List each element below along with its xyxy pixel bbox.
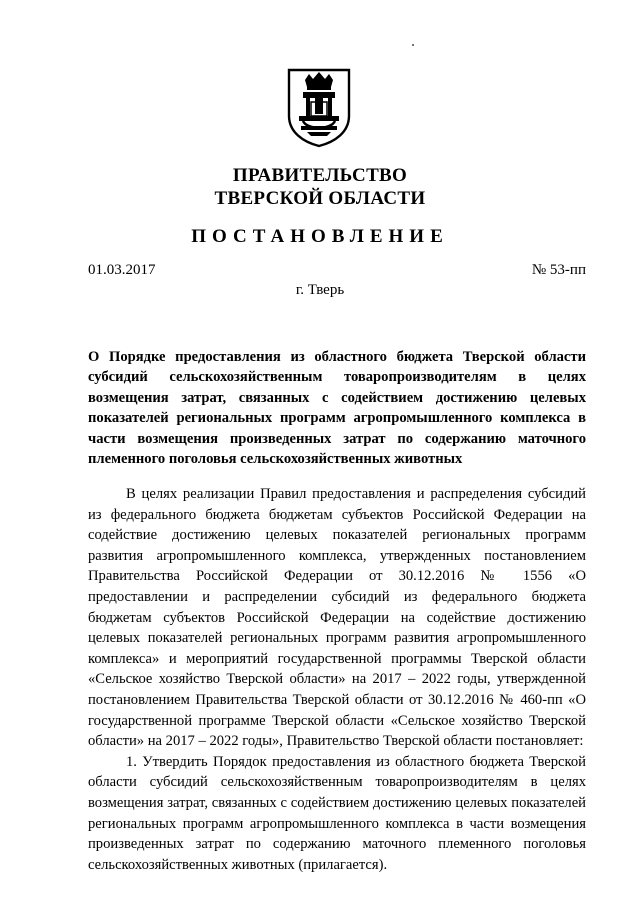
government-title-line1: ПРАВИТЕЛЬСТВО	[232, 165, 408, 186]
body-paragraph-2: 1. Утвердить Порядок предоставления из областного бюджета Тверской области субсидий сельскохозяйственным товаропроизводителям в целях возмещения затрат, связанных с содействием достижению целевых показателей региональных программ агропромышленного комплекса в части возмещения произведенных затрат по содержанию маточного племенного поголовья сельскохозяйственных животных (прилагается).	[88, 753, 586, 873]
document-subject: О Порядке предоставления из областного бюджета Тверской области субсидий сельскохозяйственным товаропроизводителям в целях возмещения затрат, связанных с содействием достижению целевых показателей региональных программ агропромышленного комплекса в части возмещения произведенных затрат по содержанию маточного племенного поголовья сельскохозяйственных животных	[88, 349, 586, 468]
body-paragraph-1: В целях реализации Правил предоставления и распределения субсидий из федерального бюджета бюджетам субъектов Российской Федерации на содействие достижению целевых показателей региональных программ развития агропромышленного комплекса, утвержденных постановлением Правительства Российской Федерации от 30.12.2016 № 1556 «О предоставлении и распределении субсидий из федерального бюджета бюджетам субъектов Российской Федерации на содействие достижению целевых показателей региональных программ развития агропромышленного комплекса» и мероприятий государственной программы Тверской области «Сельское хозяйство Тверской области» на 2017 – 2022 годы, утвержденной постановлением Правительства Тверской области от 30.12.2016 № 460-пп «О государственной программе Тверской области «Сельское хозяйство Тверской области» на 2017 – 2022 годы», Правительство Тверской области постановляет:	[88, 486, 586, 750]
document-date: 01.03.2017	[88, 262, 156, 278]
document-city: г. Тверь	[295, 282, 345, 298]
document-number: № 53-пп	[531, 262, 586, 278]
document-body	[88, 484, 586, 875]
government-title-line2: ТВЕРСКОЙ ОБЛАСТИ	[214, 188, 426, 209]
coat-of-arms-icon	[287, 68, 351, 148]
document-type-title: ПОСТАНОВЛЕНИЕ	[191, 226, 449, 247]
scan-speck	[412, 44, 414, 46]
